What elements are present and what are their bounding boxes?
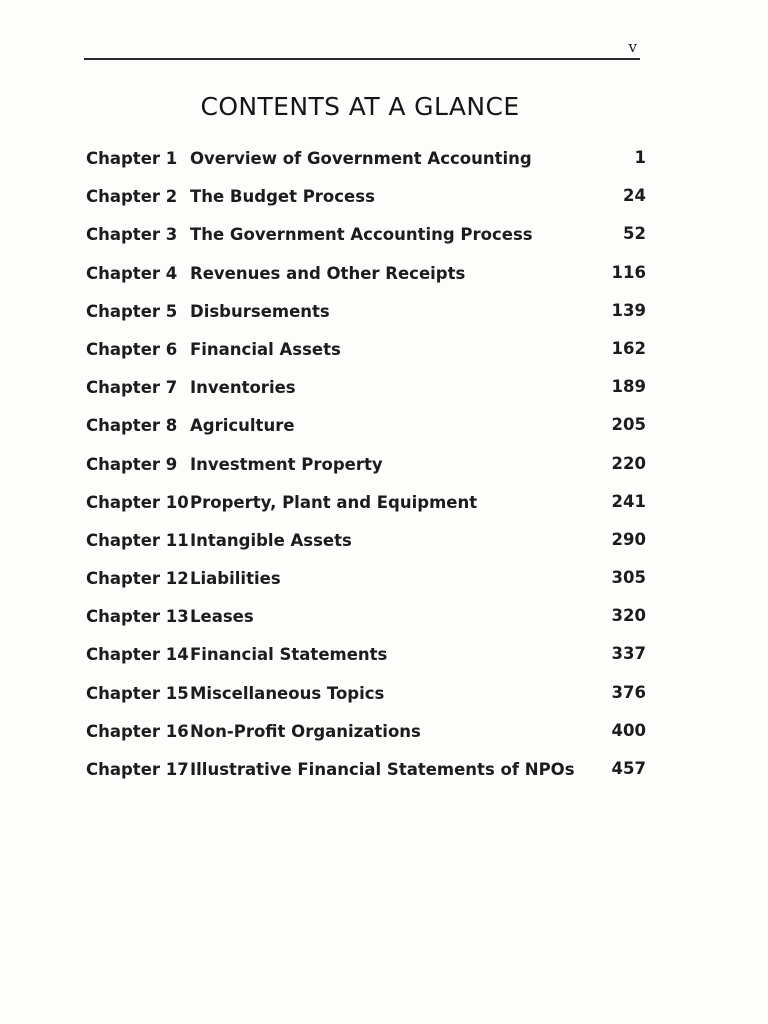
- toc-entry: [86, 680, 646, 718]
- toc-page-number: 241: [611, 491, 646, 511]
- toc-entry: [86, 527, 646, 565]
- toc-chapter-label: Chapter 9: [86, 454, 178, 474]
- toc-chapter-label: Chapter 4: [86, 263, 178, 283]
- toc-chapter-title: Revenues and Other Receipts: [190, 263, 466, 283]
- toc-entry: [86, 336, 646, 374]
- toc-chapter-title: The Government Accounting Process: [190, 225, 533, 245]
- toc-chapter-title: The Budget Process: [190, 187, 375, 207]
- toc-chapter-label: Chapter 1: [86, 149, 178, 168]
- toc-entry: [86, 489, 646, 527]
- toc-page-number: 162: [611, 338, 646, 358]
- toc-entry: [86, 451, 646, 489]
- toc-page-number: 305: [611, 568, 646, 588]
- toc-page-number: 52: [623, 224, 646, 244]
- toc-entry: [86, 718, 646, 756]
- toc-page-number: 116: [611, 262, 646, 282]
- toc-chapter-title: Property, Plant and Equipment: [190, 492, 478, 512]
- toc-page-number: 24: [623, 186, 646, 206]
- toc-entry: [86, 260, 646, 298]
- toc-entry: [86, 603, 646, 641]
- toc-page-number: 400: [611, 720, 646, 740]
- toc-page-number: 205: [611, 415, 646, 435]
- toc-chapter-title: Financial Assets: [190, 339, 341, 359]
- toc-entry: [86, 298, 646, 336]
- table-of-contents: [86, 145, 646, 794]
- toc-chapter-label: Chapter 2: [86, 187, 178, 207]
- toc-page-number: 320: [611, 606, 646, 626]
- toc-chapter-label: Chapter 14: [86, 645, 189, 665]
- toc-page-number: 457: [611, 759, 646, 778]
- toc-chapter-label: Chapter 17: [86, 760, 189, 779]
- toc-entry: [86, 565, 646, 603]
- toc-chapter-title: Leases: [190, 607, 254, 627]
- toc-chapter-label: Chapter 10: [86, 492, 189, 512]
- toc-entry: [86, 145, 646, 183]
- toc-page-number: 189: [611, 377, 646, 397]
- toc-page-number: 290: [611, 529, 646, 549]
- toc-chapter-label: Chapter 11: [86, 530, 189, 550]
- toc-chapter-title: Illustrative Financial Statements of NPOs: [190, 760, 575, 779]
- toc-entry: [86, 641, 646, 679]
- page-title: CONTENTS AT A GLANCE: [200, 92, 520, 121]
- header-rule: [84, 58, 640, 60]
- toc-entry: [86, 183, 646, 221]
- toc-chapter-title: Disbursements: [190, 301, 330, 321]
- toc-chapter-label: Chapter 3: [86, 225, 178, 245]
- toc-chapter-title: Intangible Assets: [190, 530, 352, 550]
- toc-page-number: 1: [634, 148, 646, 167]
- toc-chapter-title: Non-Profit Organizations: [190, 721, 421, 741]
- toc-chapter-label: Chapter 15: [86, 683, 189, 703]
- toc-chapter-title: Liabilities: [190, 569, 281, 589]
- toc-chapter-label: Chapter 13: [86, 607, 189, 627]
- toc-chapter-label: Chapter 16: [86, 721, 189, 741]
- toc-page-number: 139: [611, 300, 646, 320]
- toc-chapter-title: Overview of Government Accounting: [190, 149, 532, 168]
- toc-chapter-label: Chapter 8: [86, 416, 178, 436]
- toc-chapter-title: Inventories: [190, 378, 296, 398]
- toc-chapter-title: Financial Statements: [190, 645, 388, 665]
- toc-chapter-title: Investment Property: [190, 454, 383, 474]
- toc-entry: [86, 221, 646, 259]
- toc-chapter-label: Chapter 6: [86, 339, 178, 359]
- toc-chapter-label: Chapter 5: [86, 301, 178, 321]
- toc-entry: [86, 412, 646, 450]
- toc-chapter-title: Miscellaneous Topics: [190, 683, 385, 703]
- page-number: v: [628, 38, 637, 56]
- toc-entry: [86, 374, 646, 412]
- toc-chapter-title: Agriculture: [190, 416, 295, 436]
- toc-entry: [86, 756, 646, 794]
- toc-chapter-label: Chapter 7: [86, 378, 178, 398]
- toc-page-number: 220: [611, 453, 646, 473]
- toc-page-number: 376: [611, 682, 646, 702]
- toc-chapter-label: Chapter 12: [86, 569, 189, 589]
- toc-page-number: 337: [611, 644, 646, 664]
